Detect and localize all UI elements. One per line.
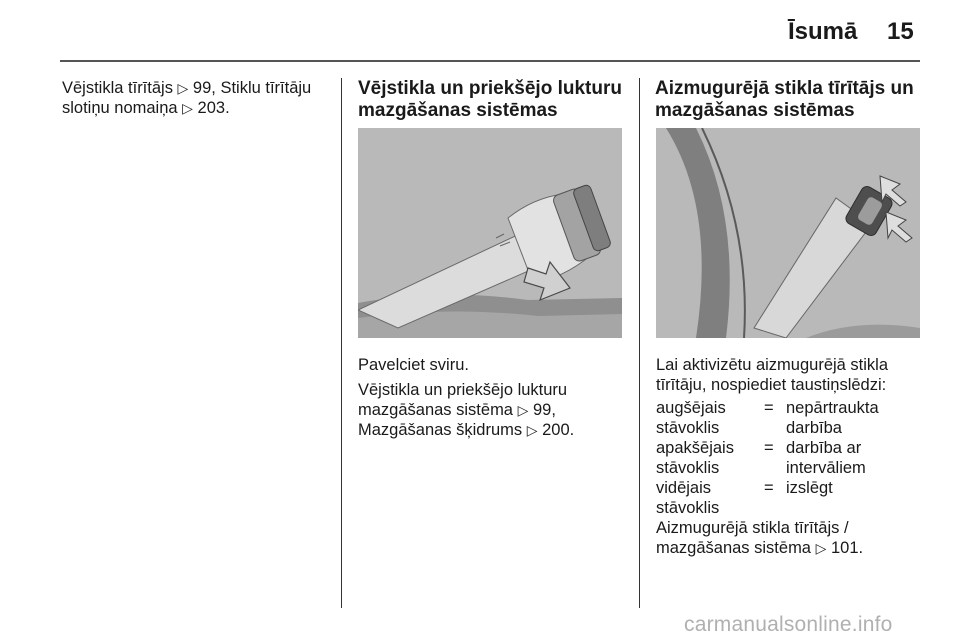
- cross-reference-paragraph: Aizmugurējā stikla tīrītājs / mazgāšanas sistēma ▷ 101.: [656, 519, 864, 557]
- definition-value: nepārtraukta darbība: [786, 399, 879, 437]
- instruction-text: Pavelciet sviru.: [358, 356, 469, 374]
- definition-row: [656, 438, 926, 478]
- ref-text: slotiņu nomaiņa: [62, 99, 178, 117]
- definition-value: darbība ar intervāliem: [786, 439, 866, 477]
- definition-term: apakšējais stāvoklis: [656, 439, 734, 477]
- equals-sign: =: [764, 439, 774, 457]
- page-ref-icon: ▷: [526, 422, 538, 438]
- ref-text: 203.: [197, 99, 230, 117]
- column-divider-2: [639, 78, 640, 608]
- watermark: carmanualsonline.info: [684, 613, 893, 636]
- ref-text: 99, Stiklu tīrītāju: [192, 79, 312, 97]
- windscreen-washer-lever-illustration: [358, 128, 622, 338]
- page-ref-icon: ▷: [517, 402, 529, 418]
- column-3: [655, 78, 930, 122]
- definition-term: augšējais stāvoklis: [656, 399, 726, 437]
- equals-sign: =: [764, 479, 774, 497]
- definition-row: [656, 478, 926, 518]
- column-1: [62, 78, 332, 118]
- switch-position-table: [656, 398, 926, 518]
- page-ref-icon: ▷: [177, 80, 189, 96]
- cross-reference-paragraph: Vējstikla un priekšējo lukturu mazgāšanas sistēma ▷ 99, Mazgāšanas šķidrums ▷ 200.: [358, 381, 575, 439]
- column-2-text: [358, 355, 633, 440]
- equals-sign: =: [764, 399, 774, 417]
- definition-term: vidējais stāvoklis: [656, 479, 720, 517]
- definition-value: izslēgt: [786, 479, 833, 497]
- section-heading: Vējstikla un priekšējo lukturu mazgāšanas sistēmas: [358, 78, 622, 121]
- header-rule: [60, 60, 920, 62]
- definition-row: [656, 398, 926, 438]
- section-heading: Aizmugurējā stikla tīrītājs un mazgāšanas sistēmas: [655, 78, 914, 121]
- page-ref-icon: ▷: [815, 540, 827, 556]
- column-divider-1: [341, 78, 342, 608]
- intro-text: Lai aktivizētu aizmugurējā stikla tīrītāju, nospiediet taustiņslēdzi:: [656, 356, 889, 394]
- header-title: Īsumā: [788, 18, 858, 45]
- ref-text: Vējstikla tīrītājs: [62, 79, 173, 97]
- column-3-text: [656, 355, 931, 395]
- cross-reference-paragraph: [62, 78, 332, 118]
- page-ref-icon: ▷: [182, 100, 193, 116]
- rear-wiper-switch-illustration: [656, 128, 920, 338]
- column-3-footer: [656, 518, 931, 558]
- page-number: 15: [887, 18, 914, 45]
- column-2: [358, 78, 633, 122]
